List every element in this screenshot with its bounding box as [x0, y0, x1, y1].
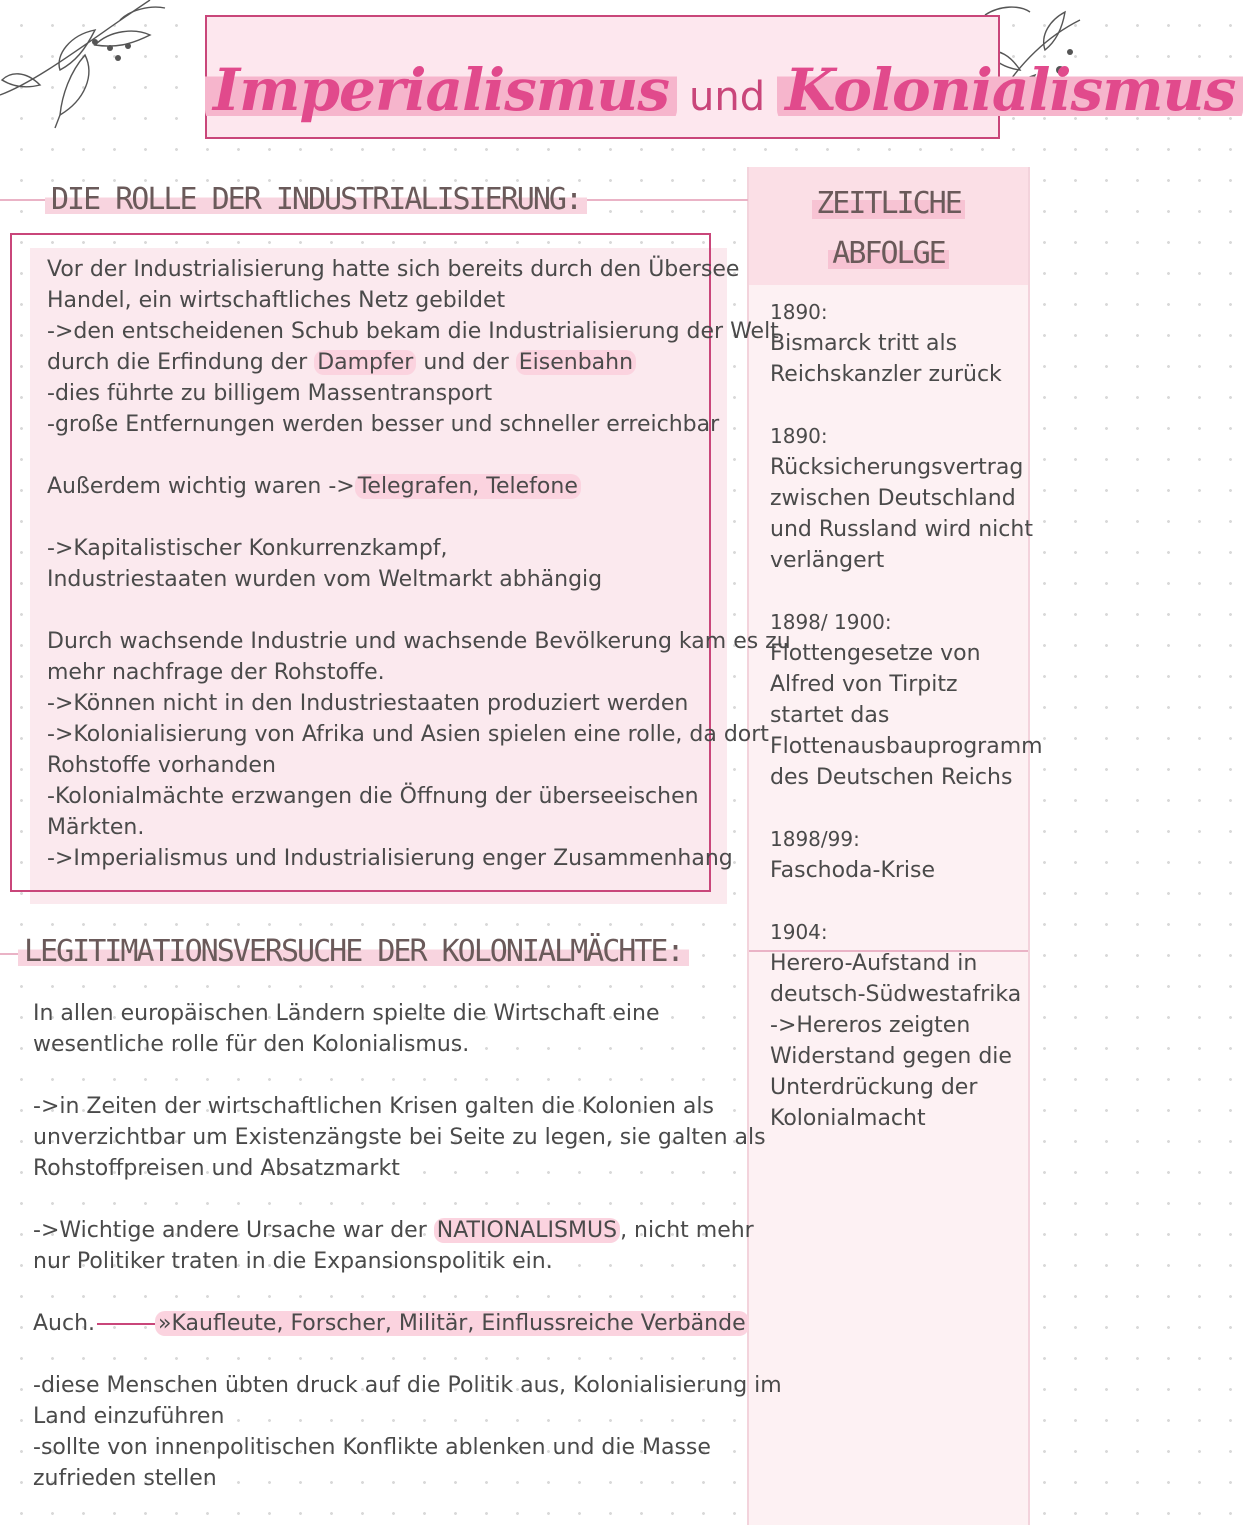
event-text: verlängert: [770, 548, 885, 573]
event-year: 1904:: [770, 920, 828, 944]
heading-rule: [0, 199, 45, 201]
timeline-heading-1: ZEITLICHE: [749, 186, 1028, 221]
timeline-event: [770, 421, 1033, 576]
event-text: startet das: [770, 703, 890, 728]
event-text: Kolonialmacht: [770, 1106, 926, 1131]
event-year: 1890:: [770, 300, 828, 324]
event-year: 1898/99:: [770, 827, 860, 851]
event-text: und Russland wird nicht: [770, 517, 1033, 542]
event-text: Herero-Aufstand in: [770, 951, 978, 976]
event-text: deutsch-Südwestafrika: [770, 982, 1022, 1007]
section-industrialisierung-text: Vor der Industrialisierung hatte sich bereits durch den Übersee Handel, ein wirtschaftliches Netz gebildet ->den entscheidenen Schub bekam die Industrialisierung der Welt durch die Erfindung der Dampfer und der Eisenbahn -dies führte zu billigem Massentransport -große Entfernungen werden besser und schneller erreichbar Außerdem wichtig waren -> Telegrafen, Telefone ->Kapitalistischer Konkurrenzkampf, Industriestaaten wurden vom Weltmarkt abhängig Durch wachsende Industrie und wachsende Bevölkerung kam es zu mehr nachfrage der Rohstoffe. ->Können nicht in den Industriestaaten produziert werden ->Kolonialisierung von Afrika und Asien spielen eine rolle, da dort Rohstoffe vorhanden -Kolonialmächte erzwangen die Öffnung der überseeischen Märkten. ->Imperialismus und Industrialisierung enger Zusammenhang: [47, 257, 791, 871]
event-year: 1890:: [770, 424, 828, 448]
event-text: Flottenausbauprogramm: [770, 734, 1043, 759]
leaf-branch-icon: [0, 0, 200, 140]
highlight-eisenbahn: Eisenbahn: [516, 350, 636, 375]
highlight-akteure: »Kaufleute, Forscher, Militär, Einflussreiche Verbände: [155, 1311, 749, 1336]
section-heading-legitimation: LEGITIMATIONSVERSUCHE DER KOLONIALMÄCHTE:: [18, 934, 689, 969]
title-kolonialismus: Kolonialismus: [777, 56, 1243, 124]
event-text: Flottengesetze von: [770, 641, 981, 666]
event-text: zwischen Deutschland: [770, 486, 1016, 511]
event-text: Faschoda-Krise: [770, 858, 936, 883]
section-legitimation-text: In allen europäischen Ländern spielte die Wirtschaft eine wesentliche rolle für den Kolonialismus. ->in Zeiten der wirtschaftlichen Krisen galten die Kolonien als unverzichtbar um Existenzängste bei Seite zu legen, sie galten als Rohstoffpreisen und Absatzmarkt ->Wichtige andere Ursache war der NATIONALISMUS , nicht mehr nur Politiker traten in die Expansionspolitik ein. Auch. »Kaufleute, Forscher, Militär, Einflussreiche Verbände -diese Menschen übten druck auf die Politik aus, Kolonialisierung im Land einzuführen -sollte von innenpolitischen Konflikte ablenken und die Masse zufrieden stellen: [33, 1001, 782, 1491]
event-text: Unterdrückung der: [770, 1075, 978, 1100]
event-text: Widerstand gegen die: [770, 1044, 1012, 1069]
section-heading-industrialisierung: DIE ROLLE DER INDUSTRIALISIERUNG:: [45, 182, 587, 217]
timeline-event: [770, 824, 935, 886]
page-title: [205, 56, 1236, 124]
event-text: Bismarck tritt als: [770, 331, 958, 356]
event-text: Reichskanzler zurück: [770, 362, 1002, 387]
heading-rule: [0, 953, 18, 955]
highlight-dampfer: Dampfer: [314, 350, 416, 375]
highlight-telegrafen: Telegrafen, Telefone: [355, 474, 581, 499]
highlight-nationalismus: NATIONALISMUS: [434, 1218, 620, 1243]
timeline-event: [770, 607, 1043, 793]
event-text: Rücksicherungsvertrag: [770, 455, 1024, 480]
timeline-event: [770, 297, 1002, 390]
timeline-heading-2: ABFOLGE: [749, 236, 1028, 271]
title-connector: und: [689, 74, 766, 120]
event-text: Alfred von Tirpitz: [770, 672, 958, 697]
timeline-event: [770, 917, 1021, 1134]
arrow-icon: [97, 1323, 155, 1325]
event-year: 1898/ 1900:: [770, 610, 892, 634]
event-text: des Deutschen Reichs: [770, 765, 1013, 790]
event-text: ->Hereros zeigten: [770, 1013, 971, 1038]
title-imperialismus: Imperialismus: [205, 56, 677, 124]
